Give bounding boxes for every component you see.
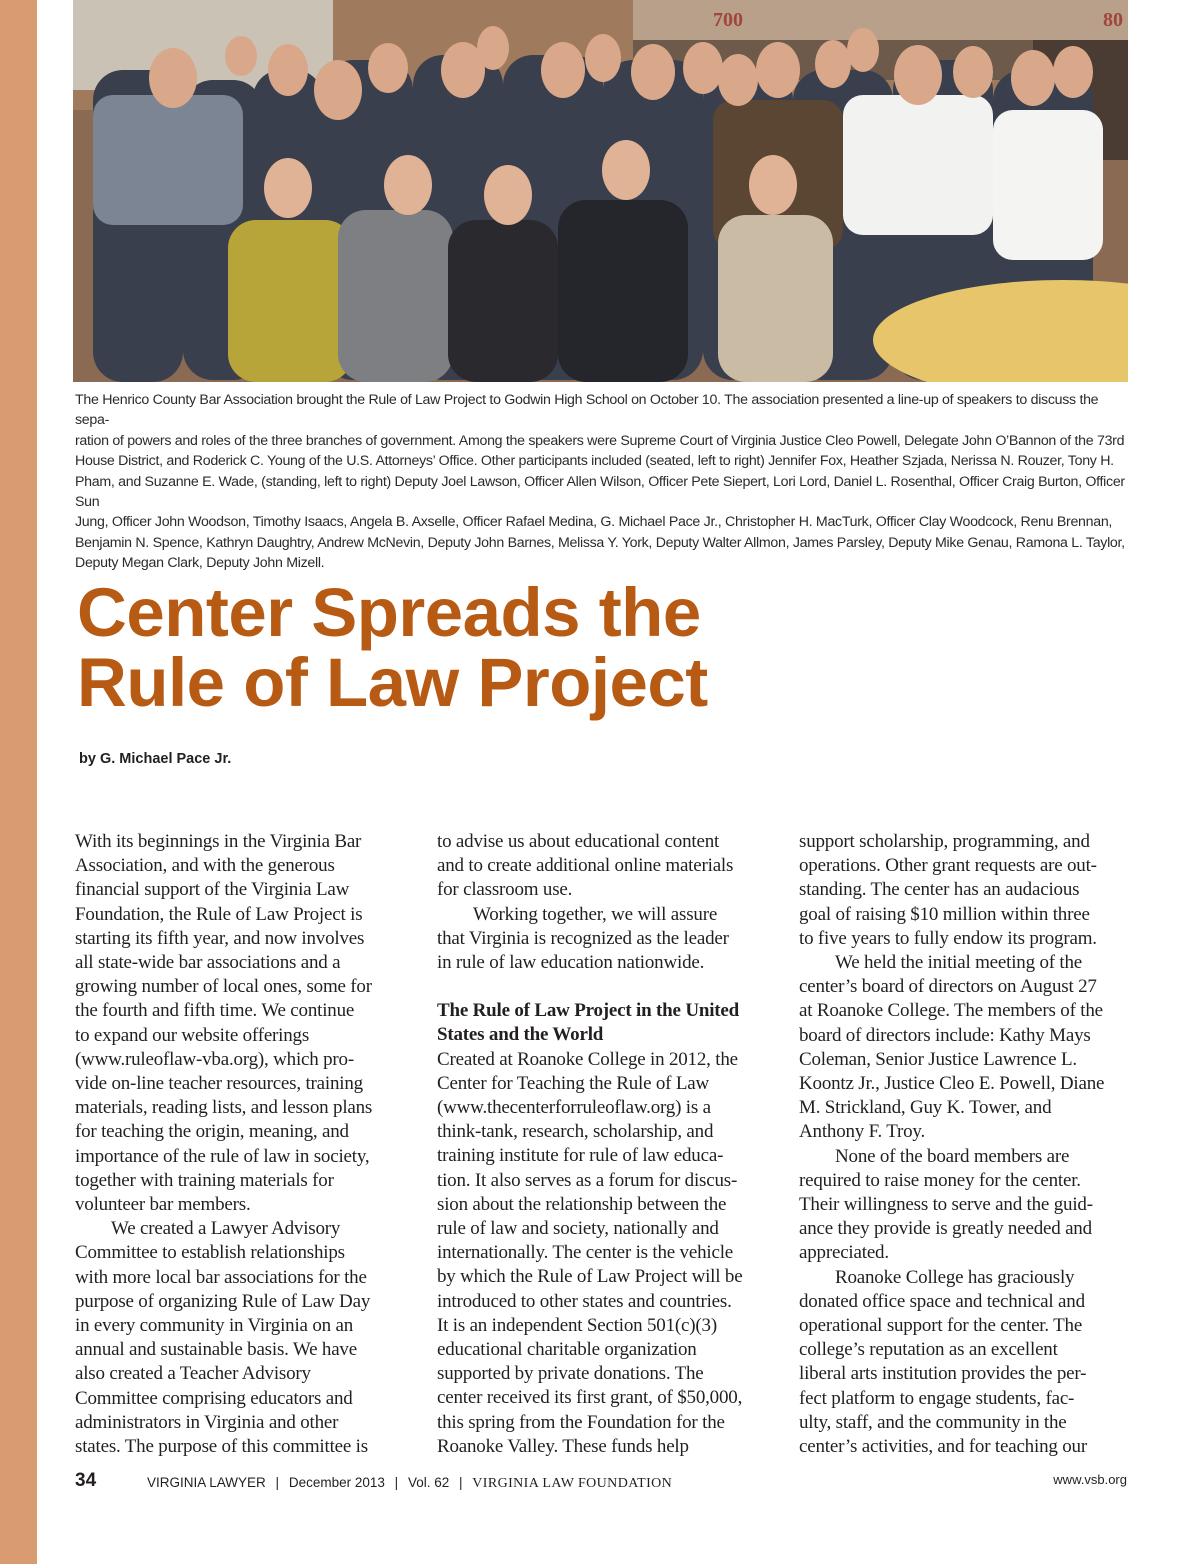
section-heading: The Rule of Law Project in the United States and the World: [437, 1000, 740, 1046]
separator: |: [459, 1475, 463, 1490]
publication-name: VIRGINIA LAWYER: [147, 1475, 266, 1490]
article-column-2: [437, 830, 782, 1459]
shelf-sign-800: 80: [1103, 9, 1123, 31]
paragraph: Created at Roanoke College in 2012, the Center for Teaching the Rule of Law (www.thecenterforruleoflaw.org) is a think-tank, research, scholarship, and training institute for rule of law educa- tion. It also serves as a forum for discus- sion about the relationship between the rule of law and society, nationally and internationally. The center is the vehicle by which the Rule of Law Project will be introduced to other states and countries. It is an independent Section 501(c)(3) educational charitable organization supported by private donations. The center received its first grant, of $50,000, this spring from the Foundation for the Roanoke Valley. These funds help: [437, 1048, 743, 1457]
paragraph: We created a Lawyer Advisory Committee to establish relationships with more local bar associations for the purpose of organizing Rule of Law Day in every community in Virginia on an annual and sustainable basis. We have also created a Teacher Advisory Committee comprising educators and administrators in Virginia and other states. The purpose of this committee is: [75, 1218, 371, 1458]
separator: |: [394, 1475, 399, 1490]
article-column-1: [75, 830, 420, 1459]
foundation-name: VIRGINIA LAW FOUNDATION: [472, 1476, 673, 1491]
photo-caption: The Henrico County Bar Association brought the Rule of Law Project to Godwin High School on October 10. The association presented a line-up of speakers to discuss the sepa- ration of powers and roles of the three branches of government. Among the speakers were Supreme Court of Virginia Justice Cleo Powell, Delegate John O’Bannon of the 73rd House District, and Roderick C. Young of the U.S. Attorneys’ Office. Other participants included (seated, left to right) Jennifer Fox, Heather Szjada, Nerissa N. Rouzer, Tony H. Pham, and Suzanne E. Wade, (standing, left to right) Deputy Joel Lawson, Officer Allen Wilson, Officer Pete Siepert, Lori Lord, Daniel L. Rosenthal, Officer Craig Burton, Officer Sun Jung, Officer John Woodson, Timothy Isaacs, Angela B. Axselle, Officer Rafael Medina, G. Michael Pace Jr., Christopher H. MacTurk, Officer Clay Woodcock, Renu Brennan, Benjamin N. Spence, Kathryn Daughtry, Andrew McNevin, Deputy John Barnes, Melissa Y. York, Deputy Walter Allmon, James Parsley, Deputy Mike Genau, Ramona L. Taylor, Deputy Megan Clark, Deputy John Mizell.: [75, 392, 1125, 572]
paragraph: support scholarship, programming, and operations. Other grant requests are out- standing. The center has an audacious goal of raising $10 million within three to five years to fully endow its program.: [799, 831, 1097, 949]
article-column-3: [799, 830, 1144, 1459]
paragraph: to advise us about educational content and to create additional online materials for classroom use.: [437, 831, 734, 901]
paragraph: With its beginnings in the Virginia Bar Association, and with the generous financial support of the Virginia Law Foundation, the Rule of Law Project is starting its fifth year, and now involves all state-wide bar associations and a growing number of local ones, some for the fourth and fifth time. We continue to expand our website offerings (www.ruleoflaw-vba.org), which pro- vide on-line teacher resources, training materials, reading lists, and lesson plans for teaching the origin, meaning, and importance of the rule of law in society, together with training materials for volunteer bar members.: [75, 831, 373, 1216]
website-link[interactable]: www.vsb.org: [1053, 1472, 1127, 1487]
group-photo: [73, 0, 1128, 382]
group-photo-illustration: [73, 0, 1128, 382]
paragraph: Roanoke College has graciously donated office space and technical and operational support for the center. The college’s reputation as an excellent liberal arts institution provides the per- fect platform to engage students, fac- ulty, staff, and the community in the center’s activities, and for teaching our: [799, 1266, 1087, 1458]
paragraph: Working together, we will assure that Virginia is recognized as the leader in rule of law education nationwide.: [437, 903, 729, 974]
volume: Vol. 62: [407, 1475, 450, 1490]
page-footer: [75, 1472, 1127, 1496]
side-color-bar: [0, 0, 37, 1564]
publication-info: [147, 1475, 672, 1492]
paragraph: None of the board members are required to raise money for the center. Their willingness to serve and the guid- ance they provide is greatly needed and appreciated.: [799, 1145, 1093, 1264]
byline: by G. Michael Pace Jr.: [79, 751, 232, 767]
shelf-sign-700: 700: [713, 9, 743, 31]
page-number: 34: [75, 1470, 97, 1491]
article-headline: Center Spreads the Rule of Law Project: [77, 574, 708, 721]
paragraph: We held the initial meeting of the center’s board of directors on August 27 at Roanoke College. The members of the board of directors include: Kathy Mays Coleman, Senior Justice Lawrence L. Koontz Jr., Justice Cleo E. Powell, Diane M. Strickland, Guy K. Tower, and Anthony F. Troy.: [799, 952, 1105, 1143]
separator: |: [275, 1475, 280, 1490]
issue-date: December 2013: [288, 1475, 385, 1490]
